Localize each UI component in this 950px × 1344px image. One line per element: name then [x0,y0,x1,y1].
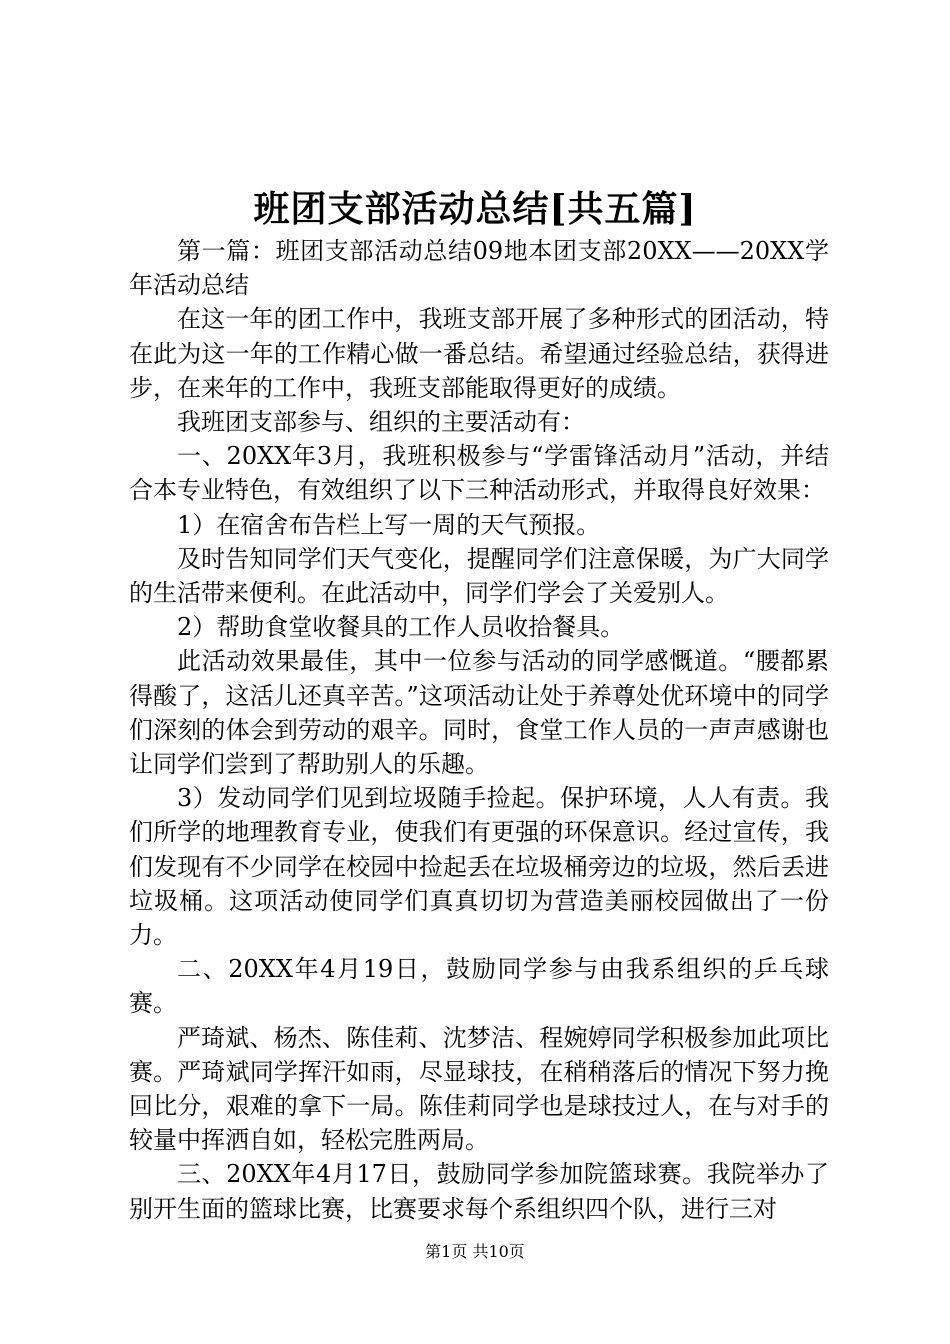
page-footer [0,1240,950,1264]
paragraph-8: 此活动效果最佳，其中一位参与活动的同学感慨道。“腰都累得酸了，这活儿还真辛苦。”这项活动让处于养尊处优环境中的同学们深刻的体会到劳动的艰辛。同时，食堂工作人员的一声声感谢也让同学们尝到了帮助别人的乐趣。 [129,647,829,779]
page-indicator: 第1页 共10页 [425,1242,525,1261]
paragraph-12: 三、20XX年4月17日，鼓励同学参加院篮球赛。我院举办了别开生面的篮球比赛，比赛要求每个系组织四个队，进行三对 [129,1160,829,1223]
paragraph-6: 及时告知同学们天气变化，提醒同学们注意保暖，为广大同学的生活带来便利。在此活动中，同学们学会了关爱别人。 [129,544,829,608]
paragraph-10: 二、20XX年4月19日，鼓励同学参与由我系组织的乒乓球赛。 [129,955,829,1018]
paragraph-7: 2）帮助食堂收餐具的工作人员收拾餐具。 [177,613,625,642]
document-title: 班团支部活动总结[共五篇] [253,188,697,230]
paragraph-5: 1）在宿舍布告栏上写一周的天气预报。 [177,510,601,539]
paragraph-11: 严琦斌、杨杰、陈佳莉、沈梦洁、程婉婷同学积极参加此项比赛。严琦斌同学挥汗如雨，尽显球技，在稍稍落后的情况下努力挽回比分，艰难的拿下一局。陈佳莉同学也是球技过人，在与对手的较量中挥洒自如，轻松完胜两局。 [129,1023,829,1155]
paragraph-4: 一、20XX年3月，我班积极参与“学雷锋活动月”活动，并结合本专业特色，有效组织了以下三种活动形式，并取得良好效果： [129,442,829,505]
document-body [129,234,829,1226]
paragraph-3: 我班团支部参与、组织的主要活动有： [177,408,585,437]
paragraph-2: 在这一年的团工作中，我班支部开展了多种形式的团活动，特在此为这一年的工作精心做一番总结。希望通过经验总结，获得进步，在来年的工作中，我班支部能取得更好的成绩。 [129,305,829,402]
paragraph-9: 3）发动同学们见到垃圾随手捡起。保护环境，人人有责。我们所学的地理教育专业，使我们有更强的环保意识。经过宣传，我们发现有不少同学在校园中捡起丢在垃圾桶旁边的垃圾，然后丢进垃圾桶。这项活动使同学们真真切切为营造美丽校园做出了一份力。 [129,784,829,950]
paragraph-1: 第一篇：班团支部活动总结09地本团支部20XX——20XX学年活动总结 [129,237,829,300]
